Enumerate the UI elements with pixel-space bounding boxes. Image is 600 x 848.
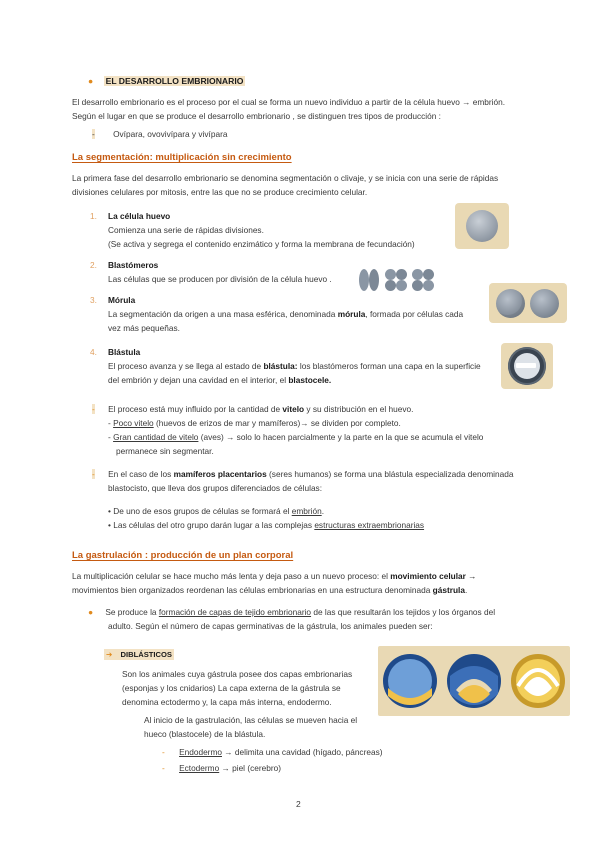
gastrulation-bullet-text-c: de las que resultarán los tejidos y los órganos del — [311, 607, 496, 617]
step-3-title: Mórula — [108, 295, 136, 305]
mamiferos-dash: - — [92, 469, 95, 479]
step-4-title: Blástula — [108, 347, 141, 357]
endodermo-term: Endodermo — [179, 747, 222, 757]
intro-line-2: Según el lugar en que se produce el desarrollo embrionario , se distinguen tres tipos de producción : — [72, 111, 441, 121]
page-title: EL DESARROLLO EMBRIONARIO — [105, 76, 244, 86]
page-number: 2 — [296, 799, 301, 809]
step-3-number: 3. — [90, 295, 97, 305]
diblasticos-line-4: Al inicio de la gastrulación, las células se mueven hacia el — [144, 715, 358, 725]
step-3-line-1 — [108, 308, 463, 320]
vitelo-sub-2-dash: - — [108, 432, 111, 442]
bullet-dot-2: • — [108, 520, 111, 530]
mamiferos-text-a: En el caso de los — [108, 469, 174, 479]
bullet-1-text: De uno de esos grupos de células se formará el — [113, 506, 292, 516]
step-4-bold-blastocele: blastocele. — [288, 375, 332, 385]
step-3-text-c: , formada por células cada — [365, 309, 464, 319]
segmentation-title: La segmentación: multiplicación sin crecimiento — [72, 152, 292, 163]
gastrulation-bullet-line-2: adulto. Según el número de capas germinativas de la gástrula, los animales pueden ser: — [108, 621, 433, 631]
egg-cell-image — [455, 203, 509, 249]
blastula-image — [501, 343, 553, 389]
section-heading — [88, 75, 245, 87]
diblasticos-line-3: denomina ectodermo y, la capa más interna, endodermo. — [122, 697, 332, 707]
bullet-2-estructuras: estructuras extraembrionarias — [314, 520, 425, 530]
gastrulation-bullet-text-a: Se produce la — [105, 607, 159, 617]
step-1-number: 1. — [90, 211, 97, 221]
gastrulation-period: . — [464, 585, 468, 595]
gastrulation-bullet-dot: ● — [88, 607, 94, 617]
mamiferos-paragraph — [92, 468, 513, 480]
gastrulation-line-1 — [72, 570, 476, 582]
vitelo-dash: - — [92, 404, 95, 414]
vitelo-sub-2 — [108, 431, 483, 443]
diblasticos-line-2: (esponjas y los cnidarios) La capa externa de la gástrula se — [122, 683, 341, 693]
endodermo-desc: → delimita una cavidad (hígado, páncreas) — [221, 747, 383, 757]
intro-types — [92, 128, 227, 140]
step-4-number: 4. — [90, 347, 97, 357]
mamiferos-line-2: blastocisto, que lleva dos grupos diferenciados de células: — [108, 483, 323, 493]
gastrulation-line-2 — [72, 584, 467, 596]
ectodermo-item — [162, 762, 281, 774]
blastomeres-image — [355, 261, 437, 297]
step-4-text-a: El proceso avanza y se llega al estado de — [108, 361, 264, 371]
step-4-text-d: del embrión y dejan una cavidad en el interior, el — [108, 375, 289, 385]
vitelo-sub-1 — [108, 417, 401, 429]
step-2-line-1: Las células que se producen por división de la célula huevo . — [108, 274, 332, 284]
poco-vitelo: Poco vitelo — [113, 418, 154, 428]
gastrulation-bold-movimiento: movimiento celular → — [390, 571, 477, 581]
vitelo-sub-2-cont: permanece sin segmentar. — [116, 446, 214, 456]
step-1-line-1: Comienza una serie de rápidas divisiones. — [108, 225, 264, 235]
diblasticos-line-5: hueco (blastocele) de la blástula. — [144, 729, 266, 739]
arrow-icon: ➔ — [106, 650, 113, 659]
intro-line-1: El desarrollo embrionario es el proceso por el cual se forma un nuevo individuo a partir de la célula huevo → embrión. — [72, 97, 506, 107]
step-3-text-a: La segmentación da origen a una masa esférica, denominada — [108, 309, 338, 319]
vitelo-paragraph — [92, 403, 413, 415]
types-dash: - — [92, 129, 95, 139]
diblasticos-heading — [104, 649, 174, 661]
step-3-line-2: vez más pequeñas. — [108, 323, 180, 333]
diblasticos-label: DIBLÁSTICOS — [120, 650, 172, 659]
mamiferos-bold: mamíferos placentarios — [173, 469, 267, 479]
vitelo-text-c: y su distribución en el huevo. — [304, 404, 414, 414]
gastrulation-text-a: La multiplicación celular se hace mucho más lenta y deja paso a un nuevo proceso: el — [72, 571, 391, 581]
bullet-2-text: Las células del otro grupo darán lugar a las complejas — [113, 520, 315, 530]
vitelo-bold: vitelo — [282, 404, 305, 414]
gastrulation-title: La gastrulación : producción de un plan corporal — [72, 550, 294, 561]
poco-vitelo-desc: (huevos de erizos de mar y mamíferos)→ se dividen por completo. — [153, 418, 401, 428]
ectodermo-dash: - — [162, 763, 165, 773]
morula-image — [489, 283, 567, 323]
gastrulation-image — [378, 646, 570, 716]
step-2-number: 2. — [90, 260, 97, 270]
endodermo-dash: - — [162, 747, 165, 757]
step-2-title: Blastómeros — [108, 260, 159, 270]
types-text: Ovípara, ovovivípara y vivípara — [113, 129, 228, 139]
ectodermo-desc: → piel (cerebro) — [219, 763, 281, 773]
segmentation-line-2: divisiones celulares por mitosis, entre las que no se produce crecimiento celular. — [72, 187, 368, 197]
step-1-title: La célula huevo — [108, 211, 171, 221]
gran-cantidad-vitelo: Gran cantidad de vitelo — [113, 432, 199, 442]
mamiferos-bullet-1 — [108, 505, 324, 517]
endodermo-item — [162, 746, 382, 758]
bullet-1-period: . — [321, 506, 324, 516]
mamiferos-text-c: (seres humanos) se forma una blástula especializada denominada — [266, 469, 514, 479]
bullet-1-embrion: embrión — [291, 506, 322, 516]
mamiferos-bullet-2 — [108, 519, 424, 531]
step-4-text-c: los blastómeros forman una capa en la superficie — [297, 361, 481, 371]
vitelo-text-a: El proceso está muy influido por la cantidad de — [108, 404, 283, 414]
step-3-bold-morula: mórula — [337, 309, 366, 319]
gastrulation-text-b: movimientos bien organizados reordenan las células embrionarias en una estructura denominada — [72, 585, 433, 595]
diblasticos-line-1: Son los animales cuya gástrula posee dos capas embrionarias — [122, 669, 353, 679]
heading-bullet: ● — [88, 76, 94, 86]
gastrulation-bullet — [88, 606, 495, 618]
step-4-line-2 — [108, 374, 331, 386]
segmentation-line-1: La primera fase del desarrollo embrionario se denomina segmentación o clivaje, y se inicia con una serie de rápidas — [72, 173, 499, 183]
gastrulation-bold-gastrula: gástrula — [432, 585, 465, 595]
step-1-line-2: (Se activa y segrega el contenido enzimático y forma la membrana de fecundación) — [108, 239, 415, 249]
step-4-bold-blastula: blástula: — [263, 361, 298, 371]
ectodermo-term: Ectodermo — [179, 763, 220, 773]
step-4-line-1 — [108, 360, 481, 372]
gran-cantidad-desc: (aves) → solo lo hacen parcialmente y la parte en la que se acumula el vitelo — [198, 432, 484, 442]
gastrulation-diagram — [378, 646, 570, 716]
vitelo-sub-1-dash: - — [108, 418, 111, 428]
bullet-dot-1: • — [108, 506, 111, 516]
gastrulation-bullet-underline: formación de capas de tejido embrionario — [158, 607, 312, 617]
